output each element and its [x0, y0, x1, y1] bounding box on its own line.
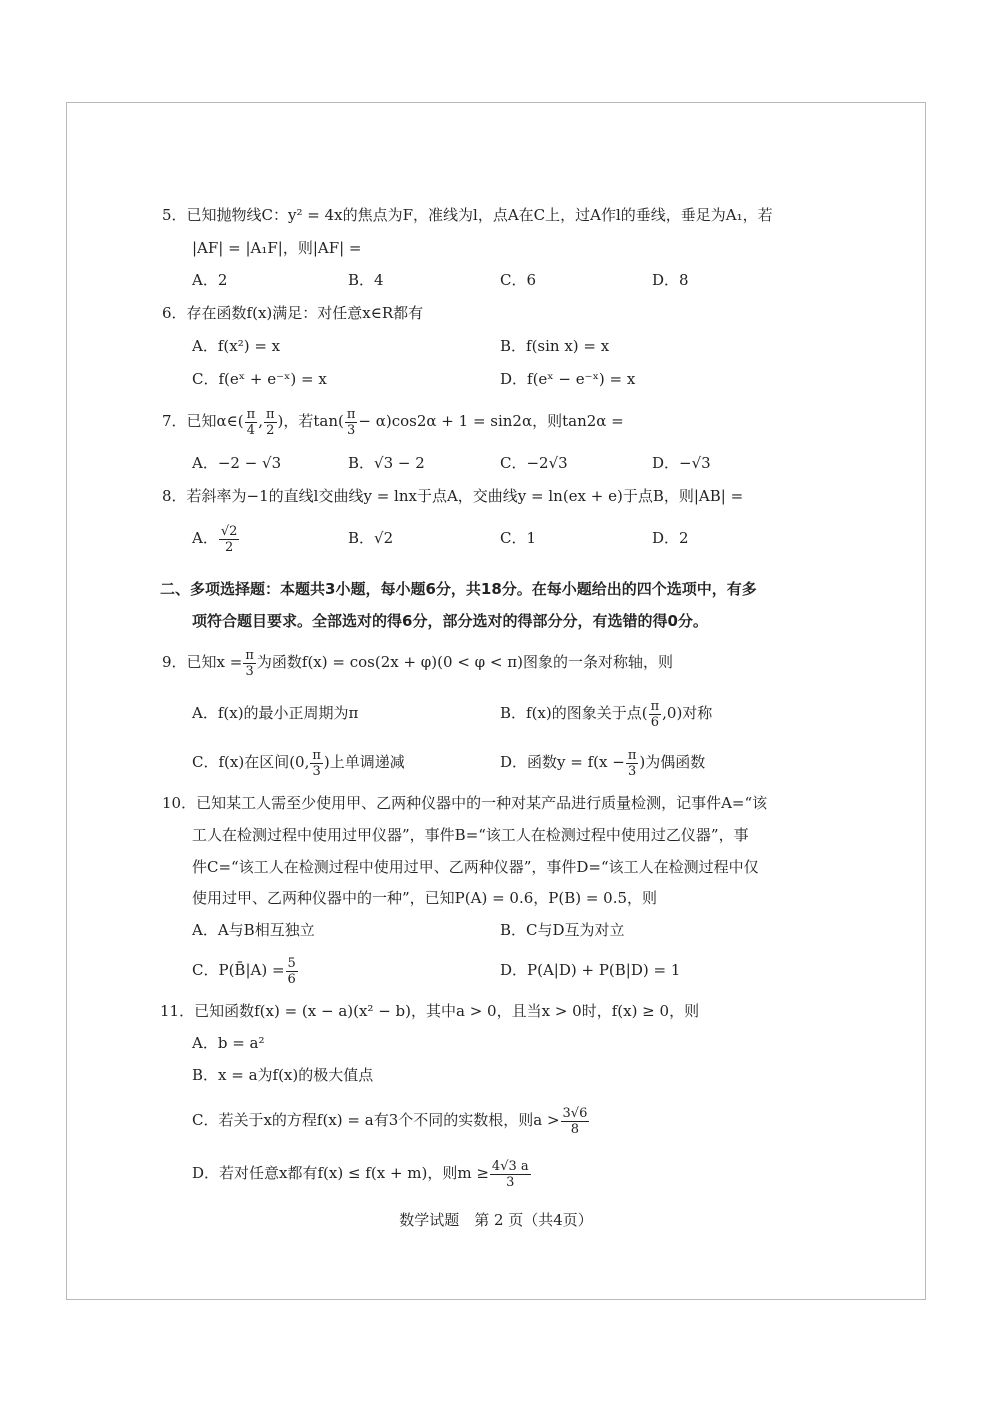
q9-option-c-post: )上单调递减 [323, 753, 405, 771]
q8-option-c: C．1 [500, 529, 537, 547]
q5-option-a: A．2 [192, 271, 228, 289]
q9-option-c-pre: C．f(x)在区间(0, [192, 753, 310, 771]
q5-option-b: B．4 [348, 271, 384, 289]
q8-option-a-label: A． [192, 529, 218, 547]
q7-option-d: D．−√3 [652, 454, 711, 472]
q11-frac-3sqrt6-8: $\frac{3√6}{8}$ [562, 1105, 588, 1137]
q11-option-c-pre: C．若关于x的方程f(x) = a有3个不同的实数根，则a > [192, 1111, 560, 1129]
section2-heading-line1: 二、多项选择题：本题共3小题，每小题6分，共18分。在每小题给出的四个选项中，有多 [160, 580, 757, 598]
q9-frac-pi6: $\frac{\pi}{6}$ [650, 698, 660, 730]
q9-frac-pi3-c: $\frac{\pi}{3}$ [312, 747, 321, 779]
q9-option-b [500, 696, 712, 730]
q11-option-b: B．x = a为f(x)的极大值点 [192, 1066, 374, 1084]
q7-stem-pre: 7．已知α∈( [162, 412, 244, 430]
q8-option-b: B．√2 [348, 529, 394, 547]
q7-frac-pi2: $\frac{\pi}{2}$ [265, 406, 275, 438]
q9-option-b-pre: B．f(x)的图象关于点( [500, 704, 648, 722]
page-footer: 数学试题 第 2 页（共4页） [399, 1211, 593, 1229]
q11-stem: 11．已知函数f(x) = (x − a)(x² − b)，其中a > 0，且当x > 0时，f(x) ≥ 0，则 [160, 1002, 700, 1020]
q9-option-a: A．f(x)的最小正周期为π [192, 704, 359, 722]
q7-option-c: C．−2√3 [500, 454, 568, 472]
q9-option-d [500, 745, 705, 779]
q8-option-a [192, 521, 240, 555]
q11-option-d-pre: D．若对任意x都有f(x) ≤ f(x + m)，则m ≥ [192, 1164, 489, 1182]
q11-option-a: A．b = a² [192, 1034, 265, 1052]
q5-stem-line2: |AF| = |A₁F|，则|AF| = [192, 239, 362, 257]
q5-option-c: C．6 [500, 271, 537, 289]
q5-stem-line1: 5．已知抛物线C：y² = 4x的焦点为F，准线为l，点A在C上，过A作l的垂线，垂足为A₁，若 [162, 206, 773, 224]
q6-stem: 6．存在函数f(x)满足：对任意x∈R都有 [162, 304, 424, 322]
q10-option-d: D．P(A|D) + P(B|D) = 1 [500, 961, 681, 979]
q10-option-b: B．C与D互为对立 [500, 921, 625, 939]
q7-frac-pi3: $\frac{\pi}{3}$ [346, 406, 356, 438]
q9-stem-post: 为函数f(x) = cos(2x + φ)(0 < φ < π)图象的一条对称轴，则 [256, 653, 673, 671]
q6-option-c: C．f(eˣ + e⁻ˣ) = x [192, 370, 327, 388]
q9-stem [162, 645, 673, 679]
q7-option-b: B．√3 − 2 [348, 454, 425, 472]
q6-option-d: D．f(eˣ − e⁻ˣ) = x [500, 370, 636, 388]
q11-option-c [192, 1103, 590, 1137]
q10-option-c-pre: C．P(B̄|A) = [192, 961, 285, 979]
q7-option-a: A．−2 − √3 [192, 454, 282, 472]
q9-stem-pre: 9．已知x = [162, 653, 243, 671]
q7-stem-post: − α)cos2α + 1 = sin2α，则tan2α = [358, 412, 624, 430]
q10-stem-line1: 10．已知某工人需至少使用甲、乙两种仪器中的一种对某产品进行质量检测，记事件A=“该 [162, 794, 768, 812]
q9-option-d-pre: D．函数y = f(x − [500, 753, 625, 771]
section2-heading-line2: 项符合题目要求。全部选对的得6分，部分选对的得部分分，有选错的得0分。 [192, 612, 708, 630]
q8-frac-sqrt2-2: $\frac{√2}{2}$ [220, 523, 238, 555]
q11-option-d [192, 1156, 532, 1190]
q10-option-a: A．A与B相互独立 [192, 921, 315, 939]
q9-frac-pi3: $\frac{\pi}{3}$ [245, 647, 254, 679]
q5-option-d: D．8 [652, 271, 689, 289]
q10-stem-line3: 件C=“该工人在检测过程中使用过甲、乙两种仪器”，事件D=“该工人在检测过程中仅 [192, 858, 759, 876]
q9-option-d-post: )为偶函数 [639, 753, 706, 771]
q8-stem: 8．若斜率为−1的直线l交曲线y = lnx于点A，交曲线y = ln(ex + e)于点B，则|AB| = [162, 487, 744, 505]
q9-option-c [192, 745, 405, 779]
q9-option-b-post: ,0)对称 [662, 704, 713, 722]
q10-option-c [192, 953, 299, 987]
q7-frac-pi4: $\frac{\pi}{4}$ [246, 406, 256, 438]
q6-option-b: B．f(sin x) = x [500, 337, 610, 355]
q7-stem-mid: ，若tan( [283, 412, 344, 430]
q7-stem: 7．已知α∈( $\frac{\pi}{4}$ , $\frac{\pi}{2}$ )，若tan( $\frac{\pi}{3}$ − α)cos2α + 1 = sin2α，则tan2α = [162, 406, 624, 438]
q6-option-a: A．f(x²) = x [192, 337, 281, 355]
q8-option-d: D．2 [652, 529, 689, 547]
q10-frac-5-6: $\frac{5}{6}$ [287, 955, 296, 987]
q10-stem-line4: 使用过甲、乙两种仪器中的一种”，已知P(A) = 0.6，P(B) = 0.5，则 [192, 889, 658, 907]
q9-frac-pi3-d: $\frac{\pi}{3}$ [627, 747, 637, 779]
q11-frac-4sqrt3a-3: $\frac{4√3 a}{3}$ [491, 1158, 529, 1190]
q10-stem-line2: 工人在检测过程中使用过甲仪器”，事件B=“该工人在检测过程中使用过乙仪器”，事 [192, 826, 749, 844]
